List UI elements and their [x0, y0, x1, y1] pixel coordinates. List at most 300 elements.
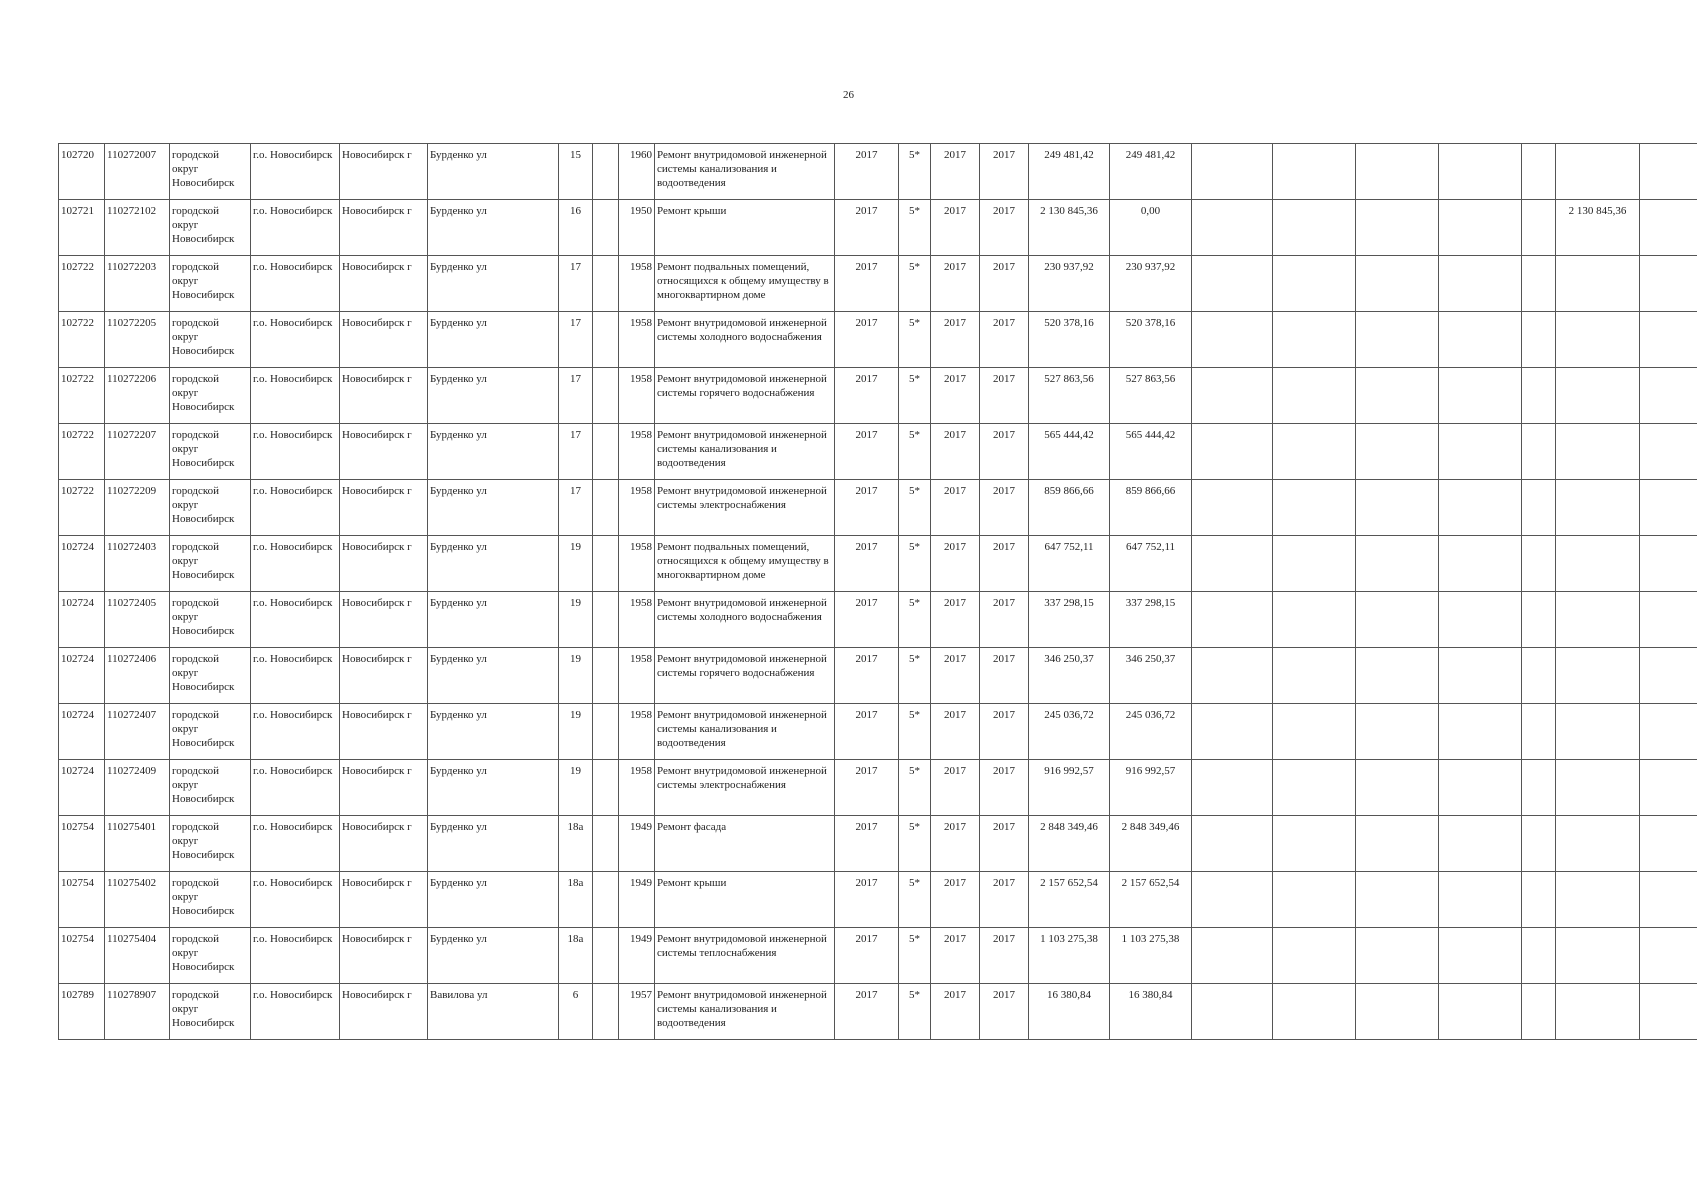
- cell-plan-year: 2017: [835, 984, 899, 1040]
- cell-plan-year: 2017: [835, 144, 899, 200]
- cell-municipality: г.о. Новосибирск: [251, 368, 340, 424]
- cell-municipality: г.о. Новосибирск: [251, 816, 340, 872]
- cell-empty: [1640, 144, 1697, 200]
- cell-city: Новосибирск г: [340, 200, 428, 256]
- cell-other-sources: [1556, 984, 1640, 1040]
- cell-fund-cost: 0,00: [1110, 200, 1192, 256]
- cell-empty: [1439, 424, 1522, 480]
- cell-empty: [1640, 704, 1697, 760]
- cell-group: 5*: [899, 872, 931, 928]
- cell-start-year: 2017: [931, 648, 980, 704]
- cell-fund-cost: 520 378,16: [1110, 312, 1192, 368]
- cell-empty: [1439, 704, 1522, 760]
- cell-empty: [1439, 200, 1522, 256]
- table-row: [59, 368, 1697, 424]
- cell-empty: [1522, 200, 1556, 256]
- cell-municipality: г.о. Новосибирск: [251, 256, 340, 312]
- cell-empty: [1439, 984, 1522, 1040]
- cell-fund-cost: 245 036,72: [1110, 704, 1192, 760]
- cell-end-year: 2017: [980, 312, 1029, 368]
- cell-municipality: г.о. Новосибирск: [251, 480, 340, 536]
- cell-plan-year: 2017: [835, 256, 899, 312]
- cell-house: 19: [559, 760, 593, 816]
- cell-district: городской округ Новосибирск: [170, 312, 251, 368]
- cell-build-year: 1958: [619, 704, 655, 760]
- cell-build-year: 1958: [619, 368, 655, 424]
- cell-empty: [1273, 984, 1356, 1040]
- cell-municipality: г.о. Новосибирск: [251, 312, 340, 368]
- cell-empty: [1273, 200, 1356, 256]
- cell-empty: [1640, 760, 1697, 816]
- cell-build-year: 1958: [619, 592, 655, 648]
- cell-empty: [1522, 256, 1556, 312]
- cell-house: 17: [559, 480, 593, 536]
- table-row: [59, 704, 1697, 760]
- cell-empty: [1439, 480, 1522, 536]
- cell-building: [593, 424, 619, 480]
- cell-work-type: Ремонт внутридомовой инженерной системы горячего водоснабжения: [655, 368, 835, 424]
- cell-empty: [1273, 368, 1356, 424]
- cell-other-sources: [1556, 144, 1640, 200]
- cell-total-cost: 230 937,92: [1029, 256, 1110, 312]
- cell-city: Новосибирск г: [340, 872, 428, 928]
- table-row: [59, 144, 1697, 200]
- cell-empty: [1522, 984, 1556, 1040]
- cell-other-sources: [1556, 928, 1640, 984]
- cell-group: 5*: [899, 368, 931, 424]
- cell-empty: [1439, 536, 1522, 592]
- cell-total-cost: 647 752,11: [1029, 536, 1110, 592]
- cell-empty: [1439, 928, 1522, 984]
- cell-street: Бурденко ул: [428, 592, 559, 648]
- cell-empty: [1522, 592, 1556, 648]
- cell-empty: [1356, 536, 1439, 592]
- cell-fund-cost: 2 157 652,54: [1110, 872, 1192, 928]
- cell-total-cost: 2 130 845,36: [1029, 200, 1110, 256]
- cell-city: Новосибирск г: [340, 984, 428, 1040]
- cell-work-code: 110272403: [105, 536, 170, 592]
- cell-other-sources: [1556, 872, 1640, 928]
- cell-start-year: 2017: [931, 312, 980, 368]
- cell-municipality: г.о. Новосибирск: [251, 200, 340, 256]
- cell-house: 18а: [559, 872, 593, 928]
- cell-start-year: 2017: [931, 984, 980, 1040]
- cell-district: городской округ Новосибирск: [170, 480, 251, 536]
- cell-group: 5*: [899, 592, 931, 648]
- cell-build-year: 1958: [619, 256, 655, 312]
- cell-empty: [1356, 872, 1439, 928]
- cell-building: [593, 592, 619, 648]
- cell-house: 19: [559, 648, 593, 704]
- cell-total-cost: 337 298,15: [1029, 592, 1110, 648]
- cell-work-type: Ремонт внутридомовой инженерной системы канализования и водоотведения: [655, 424, 835, 480]
- cell-empty: [1522, 816, 1556, 872]
- cell-work-type: Ремонт внутридомовой инженерной системы холодного водоснабжения: [655, 312, 835, 368]
- cell-group: 5*: [899, 536, 931, 592]
- cell-empty: [1273, 424, 1356, 480]
- cell-end-year: 2017: [980, 760, 1029, 816]
- table-row: [59, 256, 1697, 312]
- cell-empty: [1356, 424, 1439, 480]
- cell-house: 18а: [559, 816, 593, 872]
- cell-end-year: 2017: [980, 816, 1029, 872]
- cell-building: [593, 760, 619, 816]
- cell-empty: [1439, 368, 1522, 424]
- cell-plan-year: 2017: [835, 760, 899, 816]
- cell-plan-year: 2017: [835, 424, 899, 480]
- cell-street: Вавилова ул: [428, 984, 559, 1040]
- cell-fund-cost: 2 848 349,46: [1110, 816, 1192, 872]
- cell-empty: [1273, 760, 1356, 816]
- cell-city: Новосибирск г: [340, 312, 428, 368]
- cell-build-year: 1958: [619, 760, 655, 816]
- cell-district: городской округ Новосибирск: [170, 424, 251, 480]
- cell-building: [593, 480, 619, 536]
- cell-work-type: Ремонт внутридомовой инженерной системы канализования и водоотведения: [655, 704, 835, 760]
- cell-record-number: 102789: [59, 984, 105, 1040]
- cell-street: Бурденко ул: [428, 144, 559, 200]
- cell-empty: [1356, 200, 1439, 256]
- cell-build-year: 1958: [619, 424, 655, 480]
- cell-record-number: 102754: [59, 816, 105, 872]
- cell-fund-cost: 249 481,42: [1110, 144, 1192, 200]
- cell-empty: [1522, 760, 1556, 816]
- cell-end-year: 2017: [980, 424, 1029, 480]
- cell-empty: [1640, 200, 1697, 256]
- cell-municipality: г.о. Новосибирск: [251, 144, 340, 200]
- cell-work-type: Ремонт внутридомовой инженерной системы электроснабжения: [655, 760, 835, 816]
- cell-empty: [1439, 760, 1522, 816]
- cell-work-code: 110272407: [105, 704, 170, 760]
- cell-fund-cost: 337 298,15: [1110, 592, 1192, 648]
- cell-empty: [1356, 256, 1439, 312]
- cell-work-type: Ремонт подвальных помещений, относящихся к общему имуществу в многоквартирном доме: [655, 536, 835, 592]
- cell-total-cost: 245 036,72: [1029, 704, 1110, 760]
- capital-repair-table: [58, 143, 1697, 1040]
- cell-empty: [1273, 536, 1356, 592]
- cell-empty: [1273, 872, 1356, 928]
- cell-work-code: 110272007: [105, 144, 170, 200]
- cell-other-sources: [1556, 312, 1640, 368]
- cell-work-code: 110272203: [105, 256, 170, 312]
- cell-empty: [1356, 648, 1439, 704]
- cell-empty: [1192, 760, 1273, 816]
- cell-empty: [1273, 312, 1356, 368]
- cell-work-type: Ремонт внутридомовой инженерной системы канализования и водоотведения: [655, 144, 835, 200]
- cell-fund-cost: 527 863,56: [1110, 368, 1192, 424]
- cell-house: 17: [559, 312, 593, 368]
- cell-end-year: 2017: [980, 368, 1029, 424]
- cell-other-sources: [1556, 648, 1640, 704]
- table-row: [59, 760, 1697, 816]
- cell-house: 18а: [559, 928, 593, 984]
- cell-street: Бурденко ул: [428, 760, 559, 816]
- cell-start-year: 2017: [931, 760, 980, 816]
- cell-group: 5*: [899, 816, 931, 872]
- cell-record-number: 102724: [59, 760, 105, 816]
- cell-start-year: 2017: [931, 200, 980, 256]
- cell-plan-year: 2017: [835, 648, 899, 704]
- cell-other-sources: [1556, 480, 1640, 536]
- cell-empty: [1192, 200, 1273, 256]
- cell-group: 5*: [899, 984, 931, 1040]
- cell-empty: [1522, 536, 1556, 592]
- table-row: [59, 536, 1697, 592]
- cell-build-year: 1957: [619, 984, 655, 1040]
- table-row: [59, 816, 1697, 872]
- cell-other-sources: [1556, 424, 1640, 480]
- cell-group: 5*: [899, 144, 931, 200]
- cell-end-year: 2017: [980, 536, 1029, 592]
- cell-empty: [1522, 648, 1556, 704]
- cell-record-number: 102722: [59, 424, 105, 480]
- cell-empty: [1356, 984, 1439, 1040]
- cell-plan-year: 2017: [835, 312, 899, 368]
- cell-empty: [1640, 928, 1697, 984]
- cell-total-cost: 346 250,37: [1029, 648, 1110, 704]
- cell-total-cost: 2 848 349,46: [1029, 816, 1110, 872]
- cell-build-year: 1960: [619, 144, 655, 200]
- table-row: [59, 648, 1697, 704]
- cell-start-year: 2017: [931, 704, 980, 760]
- cell-record-number: 102720: [59, 144, 105, 200]
- cell-empty: [1640, 872, 1697, 928]
- cell-empty: [1640, 424, 1697, 480]
- cell-group: 5*: [899, 760, 931, 816]
- cell-city: Новосибирск г: [340, 816, 428, 872]
- cell-empty: [1522, 368, 1556, 424]
- cell-street: Бурденко ул: [428, 648, 559, 704]
- cell-other-sources: [1556, 816, 1640, 872]
- cell-city: Новосибирск г: [340, 760, 428, 816]
- cell-district: городской округ Новосибирск: [170, 704, 251, 760]
- cell-record-number: 102724: [59, 592, 105, 648]
- cell-work-code: 110272409: [105, 760, 170, 816]
- table-row: [59, 480, 1697, 536]
- cell-city: Новосибирск г: [340, 592, 428, 648]
- cell-total-cost: 249 481,42: [1029, 144, 1110, 200]
- cell-empty: [1522, 144, 1556, 200]
- cell-work-type: Ремонт фасада: [655, 816, 835, 872]
- cell-work-code: 110272205: [105, 312, 170, 368]
- cell-municipality: г.о. Новосибирск: [251, 872, 340, 928]
- cell-empty: [1522, 704, 1556, 760]
- cell-district: городской округ Новосибирск: [170, 872, 251, 928]
- cell-building: [593, 144, 619, 200]
- cell-build-year: 1949: [619, 928, 655, 984]
- cell-other-sources: [1556, 592, 1640, 648]
- cell-empty: [1640, 536, 1697, 592]
- cell-empty: [1356, 816, 1439, 872]
- cell-start-year: 2017: [931, 144, 980, 200]
- cell-group: 5*: [899, 648, 931, 704]
- cell-group: 5*: [899, 480, 931, 536]
- cell-end-year: 2017: [980, 872, 1029, 928]
- cell-street: Бурденко ул: [428, 312, 559, 368]
- cell-empty: [1356, 592, 1439, 648]
- cell-start-year: 2017: [931, 368, 980, 424]
- cell-street: Бурденко ул: [428, 816, 559, 872]
- cell-total-cost: 527 863,56: [1029, 368, 1110, 424]
- cell-work-type: Ремонт внутридомовой инженерной системы горячего водоснабжения: [655, 648, 835, 704]
- cell-work-type: Ремонт внутридомовой инженерной системы канализования и водоотведения: [655, 984, 835, 1040]
- cell-empty: [1273, 816, 1356, 872]
- cell-district: городской округ Новосибирск: [170, 368, 251, 424]
- cell-empty: [1356, 928, 1439, 984]
- cell-empty: [1439, 312, 1522, 368]
- cell-plan-year: 2017: [835, 928, 899, 984]
- cell-empty: [1356, 760, 1439, 816]
- cell-empty: [1192, 816, 1273, 872]
- cell-work-code: 110272206: [105, 368, 170, 424]
- cell-record-number: 102754: [59, 928, 105, 984]
- cell-end-year: 2017: [980, 984, 1029, 1040]
- cell-street: Бурденко ул: [428, 256, 559, 312]
- cell-work-code: 110272406: [105, 648, 170, 704]
- cell-city: Новосибирск г: [340, 424, 428, 480]
- cell-house: 19: [559, 704, 593, 760]
- cell-empty: [1522, 928, 1556, 984]
- cell-start-year: 2017: [931, 592, 980, 648]
- cell-empty: [1522, 480, 1556, 536]
- cell-total-cost: 565 444,42: [1029, 424, 1110, 480]
- cell-empty: [1439, 872, 1522, 928]
- cell-work-type: Ремонт крыши: [655, 200, 835, 256]
- cell-total-cost: 916 992,57: [1029, 760, 1110, 816]
- cell-build-year: 1949: [619, 816, 655, 872]
- cell-empty: [1192, 592, 1273, 648]
- cell-district: городской округ Новосибирск: [170, 984, 251, 1040]
- cell-build-year: 1958: [619, 480, 655, 536]
- cell-other-sources: [1556, 368, 1640, 424]
- cell-plan-year: 2017: [835, 872, 899, 928]
- cell-end-year: 2017: [980, 144, 1029, 200]
- cell-municipality: г.о. Новосибирск: [251, 760, 340, 816]
- cell-record-number: 102724: [59, 704, 105, 760]
- cell-work-code: 110272405: [105, 592, 170, 648]
- cell-total-cost: 1 103 275,38: [1029, 928, 1110, 984]
- cell-street: Бурденко ул: [428, 928, 559, 984]
- cell-record-number: 102724: [59, 536, 105, 592]
- cell-start-year: 2017: [931, 872, 980, 928]
- cell-other-sources: [1556, 256, 1640, 312]
- cell-fund-cost: 647 752,11: [1110, 536, 1192, 592]
- cell-work-code: 110272209: [105, 480, 170, 536]
- cell-empty: [1640, 592, 1697, 648]
- cell-work-code: 110272102: [105, 200, 170, 256]
- cell-house: 17: [559, 368, 593, 424]
- cell-empty: [1192, 704, 1273, 760]
- cell-building: [593, 816, 619, 872]
- cell-group: 5*: [899, 704, 931, 760]
- cell-empty: [1640, 816, 1697, 872]
- cell-municipality: г.о. Новосибирск: [251, 928, 340, 984]
- cell-total-cost: 520 378,16: [1029, 312, 1110, 368]
- cell-total-cost: 16 380,84: [1029, 984, 1110, 1040]
- cell-city: Новосибирск г: [340, 144, 428, 200]
- cell-city: Новосибирск г: [340, 368, 428, 424]
- cell-empty: [1273, 928, 1356, 984]
- table-row: [59, 592, 1697, 648]
- cell-building: [593, 704, 619, 760]
- cell-other-sources: 2 130 845,36: [1556, 200, 1640, 256]
- cell-empty: [1192, 424, 1273, 480]
- cell-street: Бурденко ул: [428, 424, 559, 480]
- cell-plan-year: 2017: [835, 536, 899, 592]
- cell-end-year: 2017: [980, 928, 1029, 984]
- cell-empty: [1192, 312, 1273, 368]
- cell-fund-cost: 916 992,57: [1110, 760, 1192, 816]
- table-row: [59, 872, 1697, 928]
- cell-municipality: г.о. Новосибирск: [251, 424, 340, 480]
- cell-end-year: 2017: [980, 592, 1029, 648]
- cell-building: [593, 984, 619, 1040]
- cell-building: [593, 368, 619, 424]
- cell-other-sources: [1556, 760, 1640, 816]
- cell-record-number: 102724: [59, 648, 105, 704]
- cell-district: городской округ Новосибирск: [170, 536, 251, 592]
- cell-empty: [1273, 704, 1356, 760]
- cell-work-code: 110275404: [105, 928, 170, 984]
- cell-house: 19: [559, 536, 593, 592]
- cell-empty: [1640, 368, 1697, 424]
- cell-start-year: 2017: [931, 480, 980, 536]
- cell-empty: [1439, 648, 1522, 704]
- cell-end-year: 2017: [980, 200, 1029, 256]
- cell-district: городской округ Новосибирск: [170, 648, 251, 704]
- cell-build-year: 1958: [619, 536, 655, 592]
- cell-work-code: 110272207: [105, 424, 170, 480]
- cell-city: Новосибирск г: [340, 648, 428, 704]
- cell-house: 17: [559, 256, 593, 312]
- cell-street: Бурденко ул: [428, 368, 559, 424]
- cell-start-year: 2017: [931, 816, 980, 872]
- cell-empty: [1273, 592, 1356, 648]
- cell-end-year: 2017: [980, 256, 1029, 312]
- cell-district: городской округ Новосибирск: [170, 592, 251, 648]
- cell-empty: [1192, 368, 1273, 424]
- cell-city: Новосибирск г: [340, 480, 428, 536]
- cell-empty: [1439, 144, 1522, 200]
- page-number: 26: [843, 89, 854, 101]
- cell-street: Бурденко ул: [428, 200, 559, 256]
- cell-record-number: 102754: [59, 872, 105, 928]
- cell-plan-year: 2017: [835, 592, 899, 648]
- cell-group: 5*: [899, 256, 931, 312]
- cell-build-year: 1958: [619, 312, 655, 368]
- cell-house: 16: [559, 200, 593, 256]
- cell-empty: [1522, 312, 1556, 368]
- cell-empty: [1192, 144, 1273, 200]
- cell-end-year: 2017: [980, 648, 1029, 704]
- cell-district: городской округ Новосибирск: [170, 816, 251, 872]
- cell-fund-cost: 1 103 275,38: [1110, 928, 1192, 984]
- cell-municipality: г.о. Новосибирск: [251, 648, 340, 704]
- cell-empty: [1356, 480, 1439, 536]
- cell-street: Бурденко ул: [428, 704, 559, 760]
- cell-work-type: Ремонт внутридомовой инженерной системы электроснабжения: [655, 480, 835, 536]
- cell-group: 5*: [899, 200, 931, 256]
- cell-city: Новосибирск г: [340, 704, 428, 760]
- cell-empty: [1192, 928, 1273, 984]
- cell-work-type: Ремонт крыши: [655, 872, 835, 928]
- cell-municipality: г.о. Новосибирск: [251, 704, 340, 760]
- cell-empty: [1640, 480, 1697, 536]
- cell-build-year: 1958: [619, 648, 655, 704]
- cell-empty: [1192, 480, 1273, 536]
- cell-house: 6: [559, 984, 593, 1040]
- cell-fund-cost: 230 937,92: [1110, 256, 1192, 312]
